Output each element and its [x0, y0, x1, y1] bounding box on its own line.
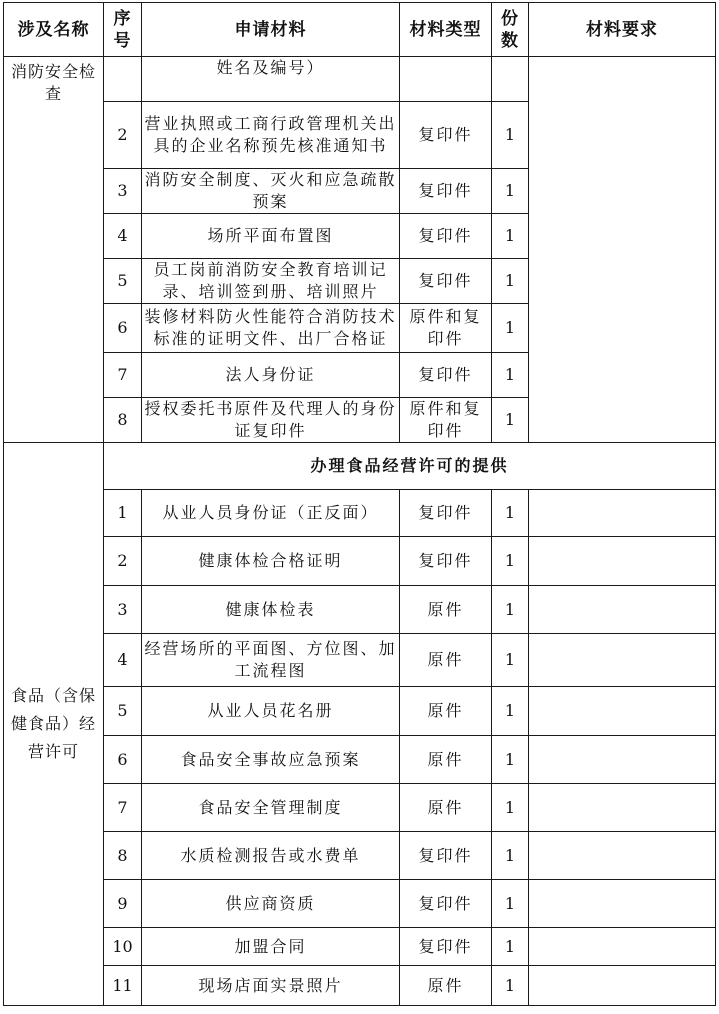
header-category: 涉及名称 — [4, 3, 104, 57]
requirement-cell — [529, 490, 716, 537]
copies-cell: 1 — [492, 259, 529, 304]
requirement-cell — [529, 57, 716, 443]
material-cell: 健康体检合格证明 — [142, 537, 400, 586]
requirement-cell — [529, 634, 716, 687]
seq-cell: 10 — [104, 928, 142, 966]
copies-cell: 1 — [492, 102, 529, 169]
requirement-cell — [529, 966, 716, 1006]
table-row — [4, 634, 716, 687]
type-cell: 原件 — [400, 634, 492, 687]
requirement-cell — [529, 784, 716, 832]
requirement-cell — [529, 687, 716, 736]
seq-cell: 4 — [104, 214, 142, 259]
copies-cell: 1 — [492, 966, 529, 1006]
requirement-cell — [529, 537, 716, 586]
copies-cell: 1 — [492, 398, 529, 443]
material-cell: 食品安全管理制度 — [142, 784, 400, 832]
category-food-license: 食品（含保健食品）经营许可 — [4, 443, 104, 1006]
copies-cell: 1 — [492, 169, 529, 214]
header-type: 材料类型 — [400, 3, 492, 57]
table-row — [4, 966, 716, 1006]
type-cell: 原件 — [400, 784, 492, 832]
copies-cell: 1 — [492, 832, 529, 880]
type-cell: 原件和复印件 — [400, 398, 492, 443]
subheader-row — [4, 443, 716, 490]
type-cell: 原件和复印件 — [400, 304, 492, 353]
table-row — [4, 928, 716, 966]
requirement-cell — [529, 832, 716, 880]
materials-table — [3, 2, 716, 1006]
table-row — [4, 586, 716, 634]
table-row — [4, 537, 716, 586]
material-cell: 员工岗前消防安全教育培训记录、培训签到册、培训照片 — [142, 259, 400, 304]
requirement-cell — [529, 880, 716, 928]
copies-cell — [492, 57, 529, 102]
type-cell: 复印件 — [400, 490, 492, 537]
copies-cell: 1 — [492, 928, 529, 966]
material-cell: 现场店面实景照片 — [142, 966, 400, 1006]
copies-cell: 1 — [492, 353, 529, 398]
type-cell: 复印件 — [400, 880, 492, 928]
seq-cell: 9 — [104, 880, 142, 928]
type-cell: 复印件 — [400, 832, 492, 880]
material-cell: 营业执照或工商行政管理机关出具的企业名称预先核准通知书 — [142, 102, 400, 169]
type-cell: 原件 — [400, 966, 492, 1006]
seq-cell: 6 — [104, 736, 142, 784]
seq-cell: 2 — [104, 537, 142, 586]
type-cell: 复印件 — [400, 259, 492, 304]
copies-cell: 1 — [492, 586, 529, 634]
copies-cell: 1 — [492, 784, 529, 832]
table-row — [4, 736, 716, 784]
material-cell: 经营场所的平面图、方位图、加工流程图 — [142, 634, 400, 687]
table-row — [4, 880, 716, 928]
material-cell: 健康体检表 — [142, 586, 400, 634]
seq-cell: 11 — [104, 966, 142, 1006]
table-row — [4, 490, 716, 537]
material-cell: 供应商资质 — [142, 880, 400, 928]
requirement-cell — [529, 586, 716, 634]
seq-cell: 4 — [104, 634, 142, 687]
table-row — [4, 687, 716, 736]
table-row — [4, 57, 716, 102]
copies-cell: 1 — [492, 687, 529, 736]
material-cell: 法人身份证 — [142, 353, 400, 398]
table-row — [4, 832, 716, 880]
copies-cell: 1 — [492, 880, 529, 928]
type-cell: 原件 — [400, 586, 492, 634]
header-requirement: 材料要求 — [529, 3, 716, 57]
requirement-cell — [529, 736, 716, 784]
table-row — [4, 784, 716, 832]
material-cell: 水质检测报告或水费单 — [142, 832, 400, 880]
material-cell: 姓名及编号） — [142, 57, 400, 102]
seq-cell: 7 — [104, 353, 142, 398]
seq-cell: 7 — [104, 784, 142, 832]
type-cell: 原件 — [400, 736, 492, 784]
material-cell: 食品安全事故应急预案 — [142, 736, 400, 784]
header-material: 申请材料 — [142, 3, 400, 57]
copies-cell: 1 — [492, 634, 529, 687]
material-cell: 授权委托书原件及代理人的身份证复印件 — [142, 398, 400, 443]
seq-cell: 5 — [104, 687, 142, 736]
seq-cell: 6 — [104, 304, 142, 353]
type-cell: 原件 — [400, 687, 492, 736]
requirement-cell — [529, 928, 716, 966]
seq-cell: 8 — [104, 398, 142, 443]
header-copies: 份数 — [492, 3, 529, 57]
material-cell: 加盟合同 — [142, 928, 400, 966]
material-cell: 消防安全制度、灭火和应急疏散预案 — [142, 169, 400, 214]
seq-cell: 3 — [104, 586, 142, 634]
category-fire-safety: 消防安全检查 — [4, 57, 104, 443]
type-cell: 复印件 — [400, 214, 492, 259]
type-cell: 复印件 — [400, 353, 492, 398]
header-row — [4, 3, 716, 57]
copies-cell: 1 — [492, 490, 529, 537]
copies-cell: 1 — [492, 736, 529, 784]
copies-cell: 1 — [492, 537, 529, 586]
type-cell: 复印件 — [400, 537, 492, 586]
type-cell: 复印件 — [400, 102, 492, 169]
type-cell: 复印件 — [400, 169, 492, 214]
seq-cell: 2 — [104, 102, 142, 169]
material-cell: 场所平面布置图 — [142, 214, 400, 259]
type-cell — [400, 57, 492, 102]
type-cell: 复印件 — [400, 928, 492, 966]
material-cell: 装修材料防火性能符合消防技术标准的证明文件、出厂合格证 — [142, 304, 400, 353]
material-cell: 从业人员身份证（正反面） — [142, 490, 400, 537]
header-seq: 序号 — [104, 3, 142, 57]
seq-cell: 1 — [104, 490, 142, 537]
copies-cell: 1 — [492, 304, 529, 353]
seq-cell: 5 — [104, 259, 142, 304]
section-subheader: 办理食品经营许可的提供 — [104, 443, 716, 490]
copies-cell: 1 — [492, 214, 529, 259]
material-cell: 从业人员花名册 — [142, 687, 400, 736]
seq-cell: 3 — [104, 169, 142, 214]
seq-cell: 8 — [104, 832, 142, 880]
seq-cell — [104, 57, 142, 102]
